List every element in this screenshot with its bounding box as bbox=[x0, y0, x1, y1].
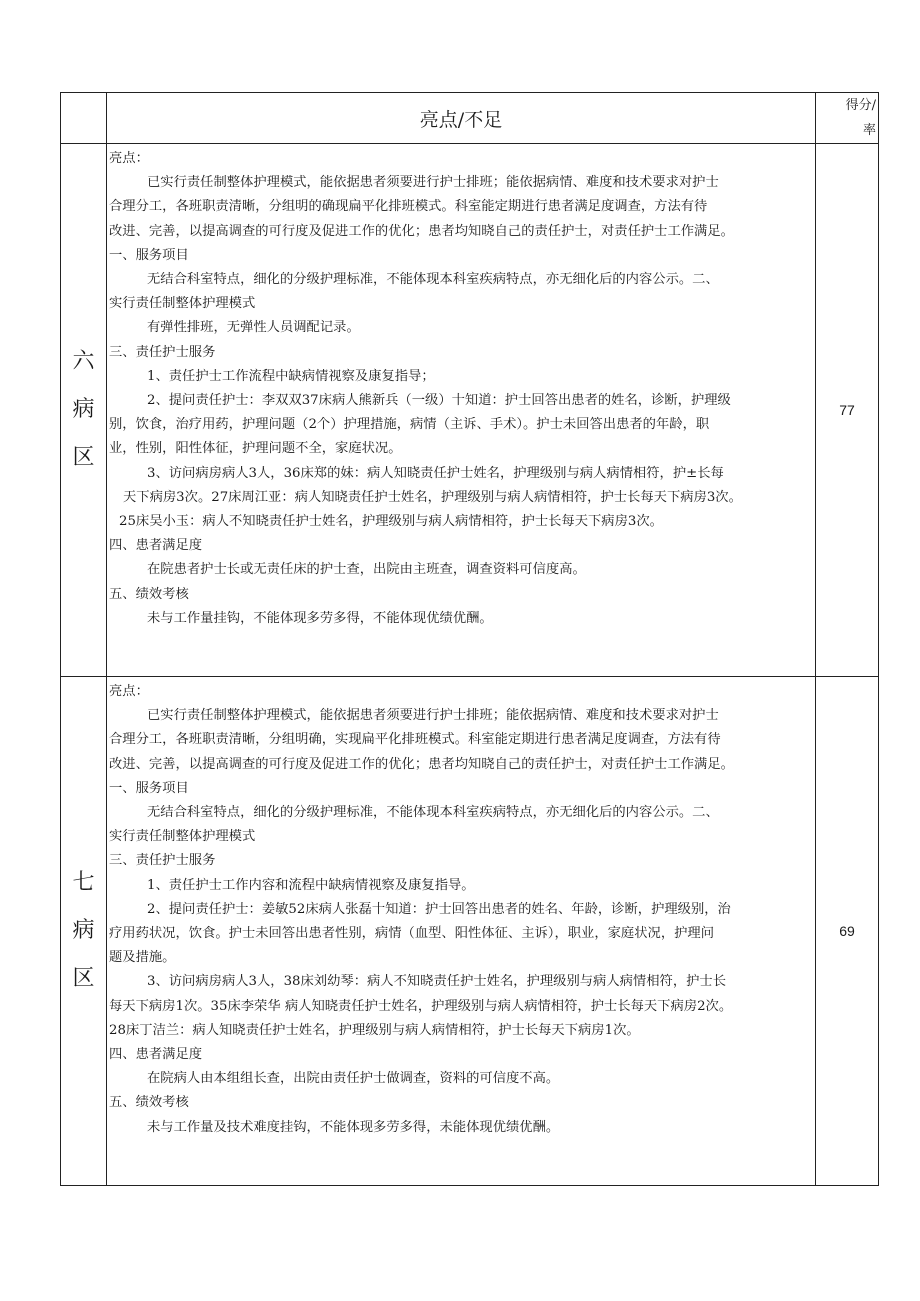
text-line: 三、责任护士服务 bbox=[109, 853, 216, 869]
text-line: 2、提问责任护士：李双双37床病人熊新兵（一级）十知道：护士回答出患者的姓名，诊断，护理级 bbox=[147, 393, 731, 409]
ward-score: 77 bbox=[816, 144, 879, 677]
ward-score: 69 bbox=[816, 677, 879, 1186]
text-line: 亮点： bbox=[109, 684, 149, 699]
text-line: 未与工作量挂钩，不能体现多劳多得，不能体现优绩优酬。 bbox=[147, 610, 493, 626]
text-line: 在院患者护士长或无责任床的护士查，出院由主班查，调查资料可信度高。 bbox=[147, 562, 586, 578]
text-line: 四、患者满足度 bbox=[109, 1047, 203, 1063]
text-line: 无结合科室特点，细化的分级护理标准，不能体现本科室疾病特点，亦无细化后的内容公示。二、 bbox=[147, 272, 719, 288]
text-line: 四、患者满足度 bbox=[109, 538, 203, 554]
text-line: 3、访问病房病人3人，38床刘幼琴：病人不知晓责任护士姓名，护理级别与病人病情相符，护士长 bbox=[147, 974, 727, 990]
text-line: 疗用药状况，饮食。护士未回答出患者性别，病情（血型、阳性体征、主诉），职业，家庭状况，护理问 bbox=[109, 926, 715, 942]
text-line: 28床丁洁兰：病人知晓责任护士姓名，护理级别与病人病情相符，护士长每天下病房1次。 bbox=[109, 1022, 640, 1038]
text-line: 改进、完善，以提高调查的可行度及促进工作的优化；患者均知晓自己的责任护士，对责任护士工作满足。 bbox=[109, 756, 734, 772]
text-line: 改进、完善，以提高调查的可行度及促进工作的优化；患者均知晓自己的责任护士，对责任护士工作满足。 bbox=[109, 223, 734, 239]
text-line: 亮点： bbox=[109, 151, 149, 166]
header-title: 亮点/不足 bbox=[107, 93, 816, 144]
header-score-label: 得分/ 率 bbox=[816, 93, 879, 144]
text-line: 三、责任护士服务 bbox=[109, 344, 216, 360]
ward-assessment-text bbox=[107, 677, 816, 1186]
text-line: 已实行责任制整体护理模式，能依据患者须要进行护士排班；能依据病情、难度和技术要求对护士 bbox=[147, 175, 719, 191]
ward-name: 六 病 区 bbox=[61, 144, 107, 677]
header-blank-cell bbox=[61, 93, 107, 144]
text-line: 合理分工，各班职责清晰，分组明的确现扁平化排班模式。科室能定期进行患者满足度调查，方法有待 bbox=[109, 199, 708, 215]
text-line: 1、责任护士工作内容和流程中缺病情视察及康复指导。 bbox=[147, 877, 475, 893]
text-line: 每天下病房1次。35床李荣华 病人知晓责任护士姓名，护理级别与病人病情相符，护士长每天下病房2次。 bbox=[109, 998, 733, 1014]
text-line: 3、访问病房病人3人，36床郑的妹：病人知晓责任护士姓名，护理级别与病人病情相符，护±长每 bbox=[147, 465, 724, 481]
text-line: 25床吴小玉：病人不知晓责任护士姓名，护理级别与病人病情相符，护士长每天下病房3次。 bbox=[119, 514, 663, 530]
text-line: 无结合科室特点，细化的分级护理标准，不能体现本科室疾病特点，亦无细化后的内容公示。二、 bbox=[147, 805, 719, 821]
text-line: 五、绩效考核 bbox=[109, 586, 189, 602]
ward-row-6 bbox=[61, 144, 879, 677]
text-line: 在院病人由本组组长查，出院由责任护士做调查，资料的可信度不高。 bbox=[147, 1071, 560, 1087]
text-line: 未与工作量及技术难度挂钩，不能体现多劳多得，未能体现优绩优酬。 bbox=[147, 1119, 560, 1135]
text-line: 天下病房3次。27床周江亚：病人知晓责任护士姓名，护理级别与病人病情相符，护士长每天下病房3次。 bbox=[123, 489, 742, 505]
text-line: 实行责任制整体护理模式 bbox=[109, 296, 256, 312]
text-line: 一、服务项目 bbox=[109, 780, 189, 796]
header-row bbox=[61, 93, 879, 144]
text-line: 一、服务项目 bbox=[109, 247, 189, 263]
text-line: 已实行责任制整体护理模式，能依据患者须要进行护士排班；能依据病情、难度和技术要求对护士 bbox=[147, 708, 719, 724]
ward-assessment-text bbox=[107, 144, 816, 677]
text-line: 别，饮食，治疗用药，护理问题（2个）护理措施，病情（主诉、手术）。护士未回答出患者的年龄，职 bbox=[109, 417, 710, 433]
text-line: 有弹性排班，无弹性人员调配记录。 bbox=[147, 320, 360, 336]
text-line: 业，性别，阳性体征，护理问题不全，家庭状况。 bbox=[109, 441, 402, 457]
ward-name: 七 病 区 bbox=[61, 677, 107, 1186]
text-line: 2、提问责任护士：姜敏52床病人张磊十知道：护士回答出患者的姓名、年龄，诊断，护理级别，治 bbox=[147, 901, 731, 917]
text-line: 1、责任护士工作流程中缺病情视察及康复指导； bbox=[147, 368, 435, 384]
text-line: 题及措施。 bbox=[109, 950, 176, 966]
text-line: 五、绩效考核 bbox=[109, 1095, 189, 1111]
text-line: 实行责任制整体护理模式 bbox=[109, 829, 256, 845]
ward-row-7 bbox=[61, 677, 879, 1186]
text-line: 合理分工，各班职责清晰，分组明确，实现扁平化排班模式。科室能定期进行患者满足度调查，方法有待 bbox=[109, 732, 721, 748]
evaluation-table bbox=[60, 92, 879, 1186]
